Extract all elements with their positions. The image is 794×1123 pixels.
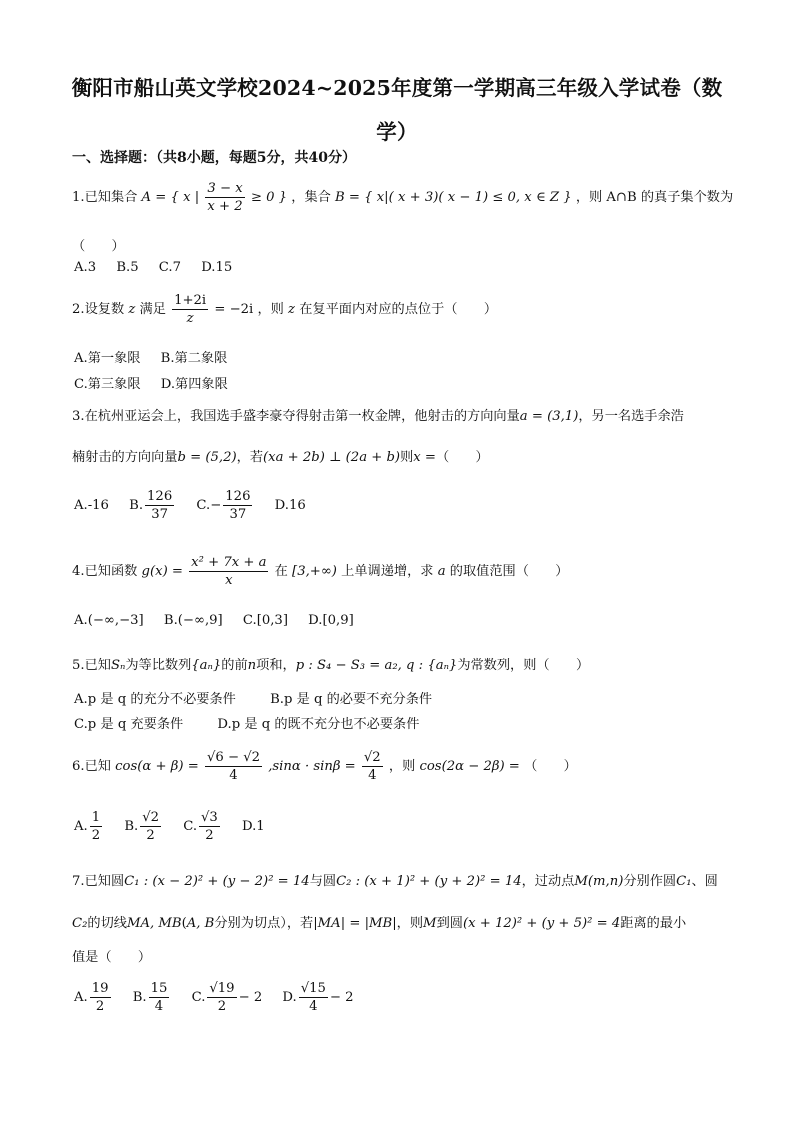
q6-a-label: A. bbox=[74, 819, 88, 834]
q7-c2-short: C₂ bbox=[72, 916, 88, 931]
q3-option-a: A.-16 bbox=[74, 498, 109, 513]
q7-b-label: B. bbox=[132, 990, 147, 1005]
q1-option-b: B.5 bbox=[116, 260, 139, 275]
q7-text-b: 与圆 bbox=[309, 874, 337, 889]
q1-post-text: ，则 A∩B 的真子集个数为 bbox=[575, 190, 734, 205]
q6-a-den: 2 bbox=[91, 828, 101, 843]
q4-option-b: B.(−∞,9] bbox=[163, 613, 223, 628]
q1-mid-text: ，集合 bbox=[291, 190, 331, 205]
q5-sn: Sₙ bbox=[110, 658, 126, 673]
q6-a-num: 1 bbox=[91, 810, 101, 825]
q7-condition: |MA| = |MB| bbox=[313, 916, 397, 931]
q4-post2: 的取值范围（ ） bbox=[449, 564, 569, 579]
q6-text: 6.已知 bbox=[72, 759, 111, 774]
q7-target-circle: (x + 12)² + (y + 5)² = 4 bbox=[462, 916, 621, 931]
q7-c-label: C. bbox=[191, 990, 206, 1005]
question-2 bbox=[72, 292, 497, 327]
q5-text-b: 为等比数列 bbox=[125, 658, 192, 673]
q3-option-b-label: B. bbox=[129, 498, 144, 513]
q3-text: 3.在杭州亚运会上，我国选手盛李豪夺得射击第一枚金牌，他射击的方向向量 bbox=[72, 409, 520, 424]
q5-option-b: B.p 是 q 的必要不充分条件 bbox=[270, 692, 433, 707]
q7-a-den: 2 bbox=[95, 999, 105, 1014]
q7-option-d bbox=[282, 980, 353, 1015]
q3-text-b: ，另一名选手余浩 bbox=[578, 409, 684, 424]
q3-then: 则 bbox=[400, 450, 414, 465]
q4-options bbox=[72, 613, 368, 628]
q6-num1: √6 − √2 bbox=[206, 750, 260, 765]
q3-c-num: 126 bbox=[225, 489, 251, 504]
q4-numerator: x² + 7x + a bbox=[191, 555, 267, 570]
q1-set-b: B = { x|( x + 3)( x − 1) ≤ 0, x ∈ Z } bbox=[335, 190, 572, 205]
q5-text-e: 为常数列，则（ ） bbox=[457, 658, 590, 673]
q2-denominator: z bbox=[186, 311, 194, 326]
q5-text-a: 5.已知 bbox=[72, 658, 111, 673]
q2-options-row1 bbox=[72, 347, 241, 366]
q1-option-c: C.7 bbox=[158, 260, 181, 275]
q7-d-den: 4 bbox=[309, 999, 318, 1014]
q2-text: 2.设复数 bbox=[72, 302, 125, 317]
q5-n: n bbox=[247, 658, 257, 673]
q3-if: ，若 bbox=[236, 450, 264, 465]
q7-text-a: 7.已知圆 bbox=[72, 874, 125, 889]
q6-cos: cos(α + β) = bbox=[115, 759, 199, 774]
q2-z: z bbox=[128, 302, 136, 317]
q3-option-c-label: C.− bbox=[196, 498, 222, 513]
q7-text-c: ，过动点 bbox=[521, 874, 575, 889]
q6-b-den: 2 bbox=[146, 828, 155, 843]
q5-option-a: A.p 是 q 的充分不必要条件 bbox=[74, 692, 236, 707]
q7-option-a bbox=[74, 980, 113, 1015]
q6-num2: √2 bbox=[363, 750, 381, 765]
question-3-line2 bbox=[72, 446, 489, 465]
q3-option-d: D.16 bbox=[274, 498, 306, 513]
q3-condition: (xa + 2b) ⊥ (2a + b) bbox=[263, 450, 401, 465]
q6-options bbox=[72, 809, 279, 844]
q5-option-d: D.p 是 q 的既不充分也不必要条件 bbox=[217, 717, 420, 732]
q6-option-d: D.1 bbox=[242, 819, 265, 834]
q4-mid: 在 bbox=[274, 564, 288, 579]
question-3-line1 bbox=[72, 405, 684, 424]
q7-c-num: √19 bbox=[209, 981, 235, 996]
q3-vector-b: b = (5,2) bbox=[177, 450, 237, 465]
q2-eq: = −2i bbox=[214, 302, 254, 317]
q7-b-num: 15 bbox=[150, 981, 168, 996]
q7-c-post: − 2 bbox=[238, 990, 263, 1005]
q3-options bbox=[72, 488, 320, 523]
q1-options bbox=[72, 260, 246, 275]
q6-option-c bbox=[183, 809, 222, 844]
q3-paren: （ ） bbox=[435, 450, 489, 465]
question-1 bbox=[72, 180, 733, 215]
q1-set-a-fraction bbox=[205, 180, 244, 215]
q6-option-b bbox=[124, 809, 163, 844]
q5-text-d: 项和， bbox=[256, 658, 296, 673]
q6-fraction-2 bbox=[362, 749, 383, 784]
q6-c-num: √3 bbox=[201, 810, 218, 825]
q7-tangents: MA, MB bbox=[126, 916, 182, 931]
q6-den2: 4 bbox=[368, 768, 377, 783]
q2-post2: 在复平面内对应的点位于（ ） bbox=[299, 302, 498, 317]
q4-interval: [3,+∞) bbox=[292, 564, 337, 579]
q4-g: g(x) = bbox=[141, 564, 183, 579]
q7-circle-c1: C₁ : (x − 2)² + (y − 2)² = 14 bbox=[124, 874, 310, 889]
q6-post: ，则 bbox=[388, 759, 416, 774]
q6-b-num: √2 bbox=[142, 810, 159, 825]
q2-fraction bbox=[172, 292, 208, 327]
q6-c-label: C. bbox=[183, 819, 198, 834]
q7-text-i: 到圆 bbox=[436, 916, 463, 931]
q4-option-d: D.[0,9] bbox=[308, 613, 354, 628]
q7-text-h: ，则 bbox=[396, 916, 424, 931]
q6-c-den: 2 bbox=[205, 828, 214, 843]
q7-d-label: D. bbox=[282, 990, 297, 1005]
q1-a-numerator: 3 − x bbox=[207, 181, 243, 196]
question-5 bbox=[72, 654, 589, 673]
q6-option-a bbox=[74, 809, 104, 844]
question-7-line2 bbox=[72, 912, 686, 931]
question-7-line3: 值是（ ） bbox=[72, 950, 152, 965]
q7-option-c bbox=[192, 980, 263, 1015]
q7-ab: A, B bbox=[186, 916, 215, 931]
q2-numerator: 1+2i bbox=[174, 293, 207, 308]
q5-option-c: C.p 是 q 充要条件 bbox=[74, 717, 184, 732]
q2-option-a: A.第一象限 bbox=[74, 351, 141, 366]
q2-option-b: B.第二象限 bbox=[160, 351, 228, 366]
q5-options-row1 bbox=[72, 688, 446, 707]
question-7-line1 bbox=[72, 870, 718, 889]
q7-options bbox=[72, 980, 368, 1015]
q7-a-num: 19 bbox=[91, 981, 109, 996]
q2-mid: 满足 bbox=[139, 302, 166, 317]
q7-text-e: 、圆 bbox=[691, 874, 718, 889]
q4-text: 4.已知函数 bbox=[72, 564, 138, 579]
q2-option-c: C.第三象限 bbox=[74, 377, 141, 392]
q2-post: ，则 bbox=[257, 302, 284, 317]
q7-c1-short: C₁ bbox=[676, 874, 692, 889]
q2-options-row2 bbox=[72, 373, 242, 392]
q6-b-label: B. bbox=[124, 819, 139, 834]
q1-text: 1.已知集合 bbox=[72, 190, 138, 205]
q7-text-f: 的切线 bbox=[87, 916, 127, 931]
q7-text-d: 分别作圆 bbox=[623, 874, 677, 889]
q3-c-den: 37 bbox=[229, 507, 247, 522]
section-heading: 一、选择题：（共8小题，每题5分，共40分） bbox=[72, 150, 356, 166]
q3-line2-text: 楠射击的方向向量 bbox=[72, 450, 178, 465]
q3-option-b bbox=[129, 488, 176, 523]
q5-options-row2 bbox=[72, 713, 433, 732]
question-6 bbox=[72, 749, 577, 784]
q4-denominator: x bbox=[225, 573, 233, 588]
q7-open-paren: ( bbox=[181, 916, 187, 931]
title-line-2: 学） bbox=[376, 120, 418, 144]
q6-paren: （ ） bbox=[524, 759, 577, 774]
q1-set-a-tail: ≥ 0 } bbox=[250, 190, 288, 205]
q7-d-num: √15 bbox=[300, 981, 326, 996]
q7-c-den: 2 bbox=[217, 999, 227, 1014]
q5-an: {aₙ} bbox=[191, 658, 222, 673]
q2-z2: z bbox=[288, 302, 295, 317]
q5-text-c: 的前 bbox=[221, 658, 248, 673]
q3-vector-a: a = (3,1) bbox=[519, 409, 579, 424]
q3-b-den: 37 bbox=[151, 507, 169, 522]
q4-fraction bbox=[189, 554, 268, 589]
q7-b-den: 4 bbox=[154, 999, 164, 1014]
q7-text-g: 分别为切点），若 bbox=[214, 916, 314, 931]
question-4 bbox=[72, 554, 568, 589]
q3-b-num: 126 bbox=[147, 489, 173, 504]
q1-answer-paren: （ ） bbox=[72, 239, 125, 254]
q4-post: 上单调递增，求 bbox=[341, 564, 434, 579]
q1-a-denominator: x + 2 bbox=[207, 199, 243, 214]
title-line-1: 衡阳市船山英文学校2024~2025年度第一学期高三年级入学试卷（数 bbox=[71, 76, 723, 100]
q6-fraction-1 bbox=[205, 749, 262, 784]
q7-point-m: M(m,n) bbox=[574, 874, 624, 889]
q1-option-d: D.15 bbox=[201, 260, 233, 275]
q6-target: cos(2α − 2β) = bbox=[419, 759, 520, 774]
q2-option-d: D.第四象限 bbox=[160, 377, 228, 392]
q6-sin: ,sinα · sinβ = bbox=[268, 759, 356, 774]
q5-pq: p : S₄ − S₃ = a₂, q : {aₙ} bbox=[295, 658, 458, 673]
q4-option-c: C.[0,3] bbox=[242, 613, 288, 628]
q7-option-b bbox=[133, 980, 172, 1015]
q3-option-c bbox=[196, 488, 254, 523]
exam-title bbox=[40, 66, 754, 154]
q7-circle-c2: C₂ : (x + 1)² + (y + 2)² = 14 bbox=[336, 874, 522, 889]
q1-set-a-head: A = { x | bbox=[141, 190, 200, 205]
q4-option-a: A.(−∞,−3] bbox=[74, 613, 144, 628]
q7-text-j: 距离的最小 bbox=[620, 916, 687, 931]
q1-option-a: A.3 bbox=[74, 260, 97, 275]
q4-a: a bbox=[437, 564, 446, 579]
q3-x: x = bbox=[413, 450, 436, 465]
q7-d-post: − 2 bbox=[329, 990, 354, 1005]
q7-a-label: A. bbox=[74, 990, 88, 1005]
q6-den1: 4 bbox=[229, 768, 238, 783]
q7-m2: M bbox=[423, 916, 437, 931]
